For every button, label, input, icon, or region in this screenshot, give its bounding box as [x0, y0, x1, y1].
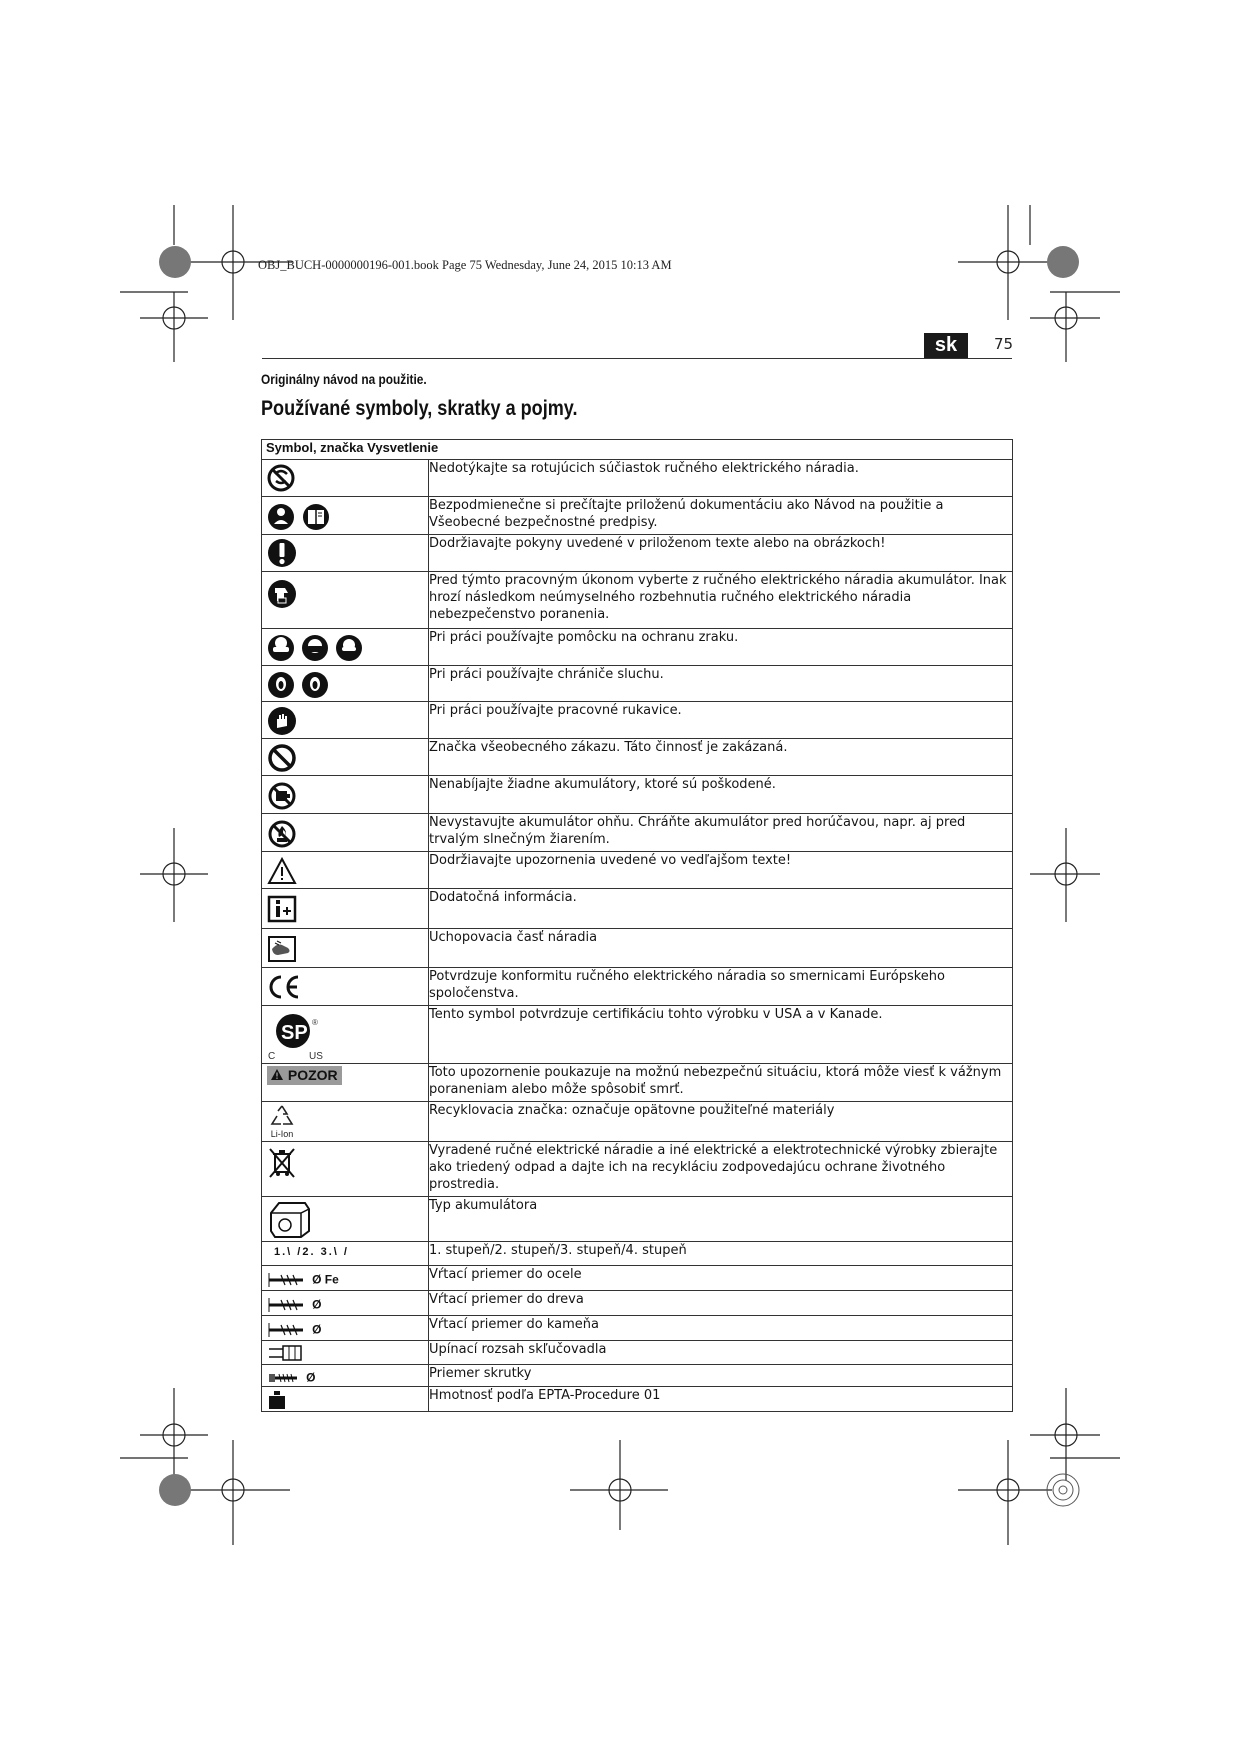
- eye-protection-icon: [267, 633, 367, 663]
- info-plus-icon: [267, 895, 297, 923]
- row-description: Tento symbol potvrdzuje certifikáciu tohto výrobku v USA a v Kanade.: [429, 1006, 1013, 1064]
- svg-text:®: ®: [312, 1018, 318, 1027]
- table-row: [262, 814, 1013, 852]
- chuck-range-icon: [267, 1344, 307, 1362]
- table-row: [262, 739, 1013, 776]
- table-row: [262, 1006, 1013, 1064]
- row-description: Bezpodmienečne si prečítajte priloženú dokumentáciu ako Návod na použitie a Všeobecné bezpečnostné predpisy.: [429, 497, 1013, 535]
- document-subtitle: Originálny návod na použitie.: [261, 372, 427, 387]
- read-manual-icon: [267, 502, 333, 532]
- row-description: Uchopovacia časť náradia: [429, 929, 1013, 968]
- row-description: Pred týmto pracovným úkonom vyberte z ručného elektrického náradia akumulátor. Inak hrozí následkom neúmyselného rozbehnutia ručného elektrického náradia nebezpečenstvo poranenia.: [429, 572, 1013, 629]
- battery-type-icon: [267, 1199, 313, 1239]
- table-row: [262, 968, 1013, 1006]
- page-title: Používané symboly, skratky a pojmy.: [261, 397, 578, 420]
- no-charge-damaged-battery-icon: [267, 781, 297, 811]
- svg-text:US: US: [309, 1051, 323, 1061]
- table-row: [262, 460, 1013, 497]
- row-description: Recyklovacia značka: označuje opätovne použiteľné materiály: [429, 1102, 1013, 1142]
- table-row: [262, 572, 1013, 629]
- drill-wood-label: Ø: [312, 1297, 322, 1312]
- table-row: [262, 1197, 1013, 1242]
- warning-exclamation-icon: [267, 538, 297, 568]
- table-row: [262, 497, 1013, 535]
- prohibition-icon: [267, 743, 297, 773]
- recycling-li-ion-icon: [267, 1103, 297, 1139]
- no-fire-battery-icon: [267, 819, 297, 849]
- row-description: Hmotnosť podľa EPTA-Procedure 01: [429, 1387, 1013, 1412]
- table-row: [262, 1291, 1013, 1316]
- row-description: Priemer skrutky: [429, 1365, 1013, 1387]
- row-description: Dodržiavajte upozornenia uvedené vo vedľajšom texte!: [429, 852, 1013, 889]
- svg-text:C: C: [268, 1051, 276, 1061]
- row-description: Toto upozornenie poukazuje na možnú nebezpečnú situáciu, ktorá môže viesť k vážnym poraneniam alebo môže spôsobiť smrť.: [429, 1064, 1013, 1102]
- row-description: Pri práci používajte chrániče sluchu.: [429, 666, 1013, 702]
- table-row: [262, 535, 1013, 572]
- row-description: Nenabíjajte žiadne akumulátory, ktoré sú poškodené.: [429, 776, 1013, 814]
- row-description: Pri práci používajte pracovné rukavice.: [429, 702, 1013, 739]
- drill-stone-icon: [267, 1319, 321, 1339]
- drill-wood-icon: [267, 1294, 321, 1314]
- table-row: [262, 702, 1013, 739]
- row-description: Nevystavujte akumulátor ohňu. Chráňte akumulátor pred horúčavou, napr. aj pred trvalým slnečným žiarením.: [429, 814, 1013, 852]
- table-row: [262, 1142, 1013, 1197]
- row-description: Pri práci používajte pomôcku na ochranu zraku.: [429, 629, 1013, 666]
- weee-bin-icon: [267, 1146, 297, 1180]
- table-row: [262, 1102, 1013, 1142]
- row-description: Dodržiavajte pokyny uvedené v priloženom texte alebo na obrázkoch!: [429, 535, 1013, 572]
- weight-icon: [267, 1390, 287, 1410]
- no-touch-rotating-icon: [267, 464, 295, 492]
- table-header: Symbol, značka Vysvetlenie: [262, 440, 1013, 460]
- language-badge: sk: [924, 333, 968, 358]
- row-description: Vŕtací priemer do dreva: [429, 1291, 1013, 1316]
- table-row: [262, 1064, 1013, 1102]
- table-row: [262, 776, 1013, 814]
- row-description: Typ akumulátora: [429, 1197, 1013, 1242]
- pozor-label-icon: [267, 1066, 342, 1085]
- li-ion-label: Li-Ion: [270, 1129, 294, 1139]
- gloves-icon: [267, 706, 297, 736]
- drill-stone-label: Ø: [312, 1322, 322, 1337]
- table-row: [262, 852, 1013, 889]
- drill-steel-icon: [267, 1269, 339, 1289]
- table-row: [262, 1365, 1013, 1387]
- table-row: [262, 1341, 1013, 1365]
- row-description: Dodatočná informácia.: [429, 889, 1013, 929]
- header-rule: [262, 358, 1012, 359]
- row-description: Nedotýkajte sa rotujúcich súčiastok ručného elektrického náradia.: [429, 460, 1013, 497]
- svg-text:SP: SP: [281, 1022, 308, 1044]
- grip-surface-icon: [267, 935, 297, 963]
- ce-mark-icon: [267, 974, 301, 1000]
- row-description: Značka všeobecného zákazu. Táto činnosť je zakázaná.: [429, 739, 1013, 776]
- table-row: [262, 629, 1013, 666]
- screw-diameter-icon: [267, 1367, 315, 1386]
- table-row: [262, 889, 1013, 929]
- csa-mark-icon: [267, 1009, 327, 1061]
- gear-stages-icon: 1.\ /2. 3.\ /: [274, 1246, 349, 1258]
- pozor-label-text: POZOR: [287, 1067, 338, 1083]
- table-row: [262, 666, 1013, 702]
- table-row: [262, 1316, 1013, 1341]
- table-row: [262, 929, 1013, 968]
- table-header-row: [262, 440, 1013, 460]
- drill-steel-label: Ø Fe: [312, 1272, 339, 1287]
- table-row: [262, 1266, 1013, 1291]
- screw-diameter-label: Ø: [306, 1370, 316, 1385]
- table-row: [262, 1387, 1013, 1412]
- remove-battery-icon: [267, 579, 297, 609]
- row-description: Vyradené ručné elektrické náradie a iné elektrické a elektrotechnické výrobky zbierajte ako triedený odpad a dajte ich na recykláciu zodpovedajúcu ochrane životného prostredia.: [429, 1142, 1013, 1197]
- table-row: [262, 1242, 1013, 1266]
- row-description: 1. stupeň/2. stupeň/3. stupeň/4. stupeň: [429, 1242, 1013, 1266]
- row-description: Vŕtací priemer do ocele: [429, 1266, 1013, 1291]
- page-number: 75: [994, 335, 1014, 353]
- symbols-table: [261, 439, 1013, 1412]
- ear-protection-icon: [267, 670, 333, 700]
- warning-triangle-icon: [267, 857, 297, 885]
- book-info-line: OBJ_BUCH-0000000196-001.book Page 75 Wednesday, June 24, 2015 10:13 AM: [258, 258, 672, 272]
- row-description: Vŕtací priemer do kameňa: [429, 1316, 1013, 1341]
- row-description: Upínací rozsah skľučovadla: [429, 1341, 1013, 1365]
- row-description: Potvrdzuje konformitu ručného elektrického náradia so smernicami Európskeho spoločenstva.: [429, 968, 1013, 1006]
